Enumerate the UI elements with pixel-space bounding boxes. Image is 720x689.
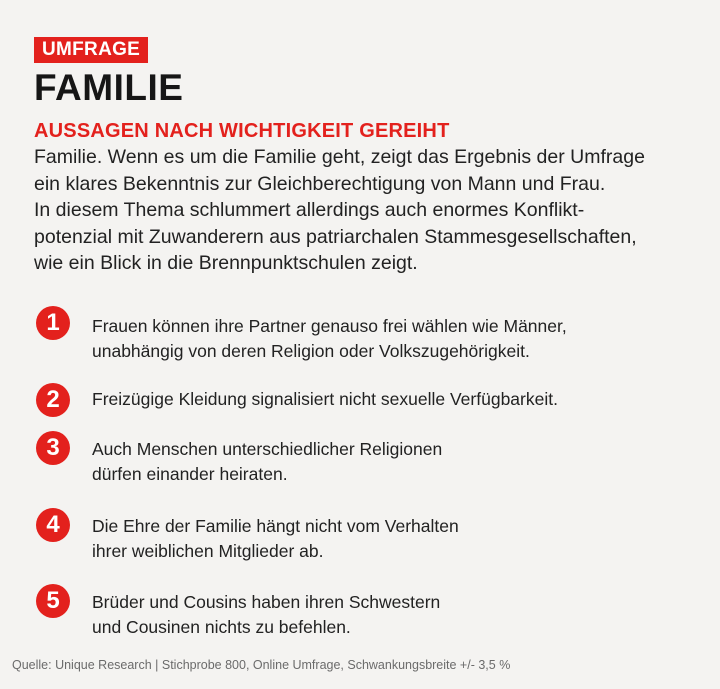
statement-line: und Cousinen nichts zu befehlen. [92,617,351,637]
rank-badge: 5 [36,584,70,618]
statement-text [92,437,682,487]
rank-badge: 1 [36,306,70,340]
statement-line: Die Ehre der Familie hängt nicht vom Verhalten [92,516,459,536]
section-subtitle: AUSSAGEN NACH WICHTIGKEIT GEREIHT [34,120,450,142]
intro-line: ein klares Bekenntnis zur Gleichberechtigung von Mann und Frau. [34,172,606,195]
category-badge: UMFRAGE [34,37,148,63]
statement-text [92,387,682,412]
rank-badge: 3 [36,431,70,465]
statement-line: dürfen einander heiraten. [92,464,288,484]
page-title: FAMILIE [34,67,184,108]
statement-line: Frauen können ihre Partner genauso frei wählen wie Männer, [92,316,567,336]
statement-line: ihrer weiblichen Mitglieder ab. [92,541,324,561]
rank-badge: 4 [36,508,70,542]
statement-line: unabhängig von deren Religion oder Volkszugehörigkeit. [92,341,530,361]
statement-line: Brüder und Cousins haben ihren Schwestern [92,592,441,612]
statement-text [92,514,682,564]
source-note: Quelle: Unique Research | Stichprobe 800, Online Umfrage, Schwankungsbreite +/- 3,5 % [12,658,511,672]
statement-text [92,590,682,640]
statement-text [92,314,682,364]
intro-line: potenzial mit Zuwanderern aus patriarchalen Stammesgesellschaften, [34,225,637,248]
statement-line: Freizügige Kleidung signalisiert nicht sexuelle Verfügbarkeit. [92,389,558,409]
intro-line: Familie. Wenn es um die Familie geht, zeigt das Ergebnis der Umfrage [34,146,645,168]
intro-line: wie ein Blick in die Brennpunktschulen zeigt. [34,252,418,274]
intro-line: In diesem Thema schlummert allerdings auch enormes Konflikt- [34,199,585,221]
rank-badge: 2 [36,383,70,417]
statement-line: Auch Menschen unterschiedlicher Religionen [92,439,443,459]
